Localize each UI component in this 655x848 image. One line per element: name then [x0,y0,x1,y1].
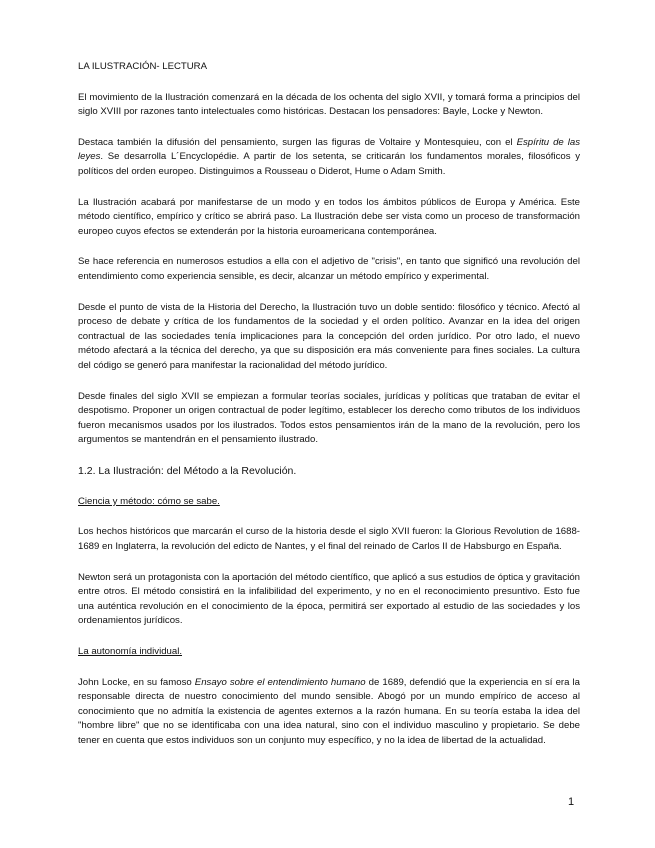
paragraph-2-text-b: . Se desarrolla L´Encyclopédie. A partir de los setenta, se criticarán los fundamentos morales, filosóficos y políticos del orden europeo. Distinguimos a Rousseau o Diderot, Hume o Adam Smith. [78,151,580,177]
paragraph-8: Newton será un protagonista con la aportación del método científico, que aplicó a sus estudios de óptica y gravitación entre otros. El método consistirá en la infalibilidad del experimento, y no en el reconocimiento presuntivo. Esto fue una auténtica revolución en el conocimiento de la época, permitirá ser exportado al estudio de las sociedades y los ordenamientos jurídicos. [78,571,580,627]
paragraph-7: Los hechos históricos que marcarán el curso de la historia desde el siglo XVII fueron: la Glorious Revolution de 1688-1689 en Inglaterra, la revolución del edicto de Nantes, y el final del reinado de Carlos II de Habsburgo en España. [78,526,580,553]
paragraph-1: El movimiento de la Ilustración comenzará en la década de los ochenta del siglo XVII, y tomará forma a principios del siglo XVIII por razones tanto intelectuales como históricas. Destacan los pensadores: Bayle, Locke y Newton. [78,91,580,118]
paragraph-6: Desde finales del siglo XVII se empiezan a formular teorías sociales, jurídicas y políticas que trataban de evitar el despotismo. Proponer un origen contractual de poder legítimo, establecer los derecho como tributos de los individuos fueron mecanismos usados por los ilustrados. Todos estos pensamientos irán de la mano de la revolución, pero los argumentos se mantendrán en el pensamiento ilustrado. [78,390,580,446]
paragraph-9-italic: Ensayo sobre el entendimiento humano [194,676,366,688]
paragraph-9 [78,676,580,749]
paragraph-3: La Ilustración acabará por manifestarse de un modo y en todos los ámbitos públicos de Europa y América. Este método científico, empírico y crítico se abrirá paso. La Ilustración debe ser vista como un proceso de transformación europeo cuyos efectos se extenderán por la historia euroamericana contemporánea. [78,196,580,237]
document-body [78,60,580,749]
subheading-science-method: Ciencia y método: cómo se sabe. [78,495,220,507]
paragraph-2-text-a: Destaca también la difusión del pensamiento, surgen las figuras de Voltaire y Montesquieu, con el [78,136,517,148]
paragraph-9-text-a: John Locke, en su famoso [78,676,195,688]
subheading-individual-autonomy: La autonomía individual. [78,646,183,658]
document-title: LA ILUSTRACIÓN- LECTURA [78,61,208,72]
paragraph-2 [78,136,580,180]
section-heading: 1.2. La Ilustración: del Método a la Revolución. [78,464,297,477]
page-number: 1 [568,796,575,808]
paragraph-2-italic: Espíritu de las leyes [78,136,581,163]
paragraph-5: Desde el punto de vista de la Historia del Derecho, la Ilustración tuvo un doble sentido: filosófico y técnico. Afectó al proceso de debate y crítica de los fundamentos de la sociedad y el orden político. Avanzar en la idea del origen contractual de las sociedades tenía implicaciones para la concepción del orden jurídico. Por otro lado, el nuevo método afectará a la técnica del derecho, ya que su disposición era más conveniente para fines sociales. La cultura del código se generó para manifestar la racionalidad del método jurídico. [78,301,580,371]
paragraph-4: Se hace referencia en numerosos estudios a ella con el adjetivo de "crisis", en tanto que significó una revolución del entendimiento como experiencia sensible, es decir, alcanzar un método empírico y experimental. [78,256,580,282]
paragraph-9-text-b: de 1689, defendió que la experiencia en sí era la responsable directa de nuestro conocimiento del mundo sensible. Abogó por un mundo empírico de acceso al conocimiento que no admitía la existencia de agentes externos a la razón humana. En su teoría estaba la idea del "hombre libre" que no se identificaba con una idea natural, sino con el individuo masculino y propietario. Se debe tener en cuenta que estos individuos son un conjunto muy específico, y no la idea de libertad de la actualidad. [78,676,580,746]
